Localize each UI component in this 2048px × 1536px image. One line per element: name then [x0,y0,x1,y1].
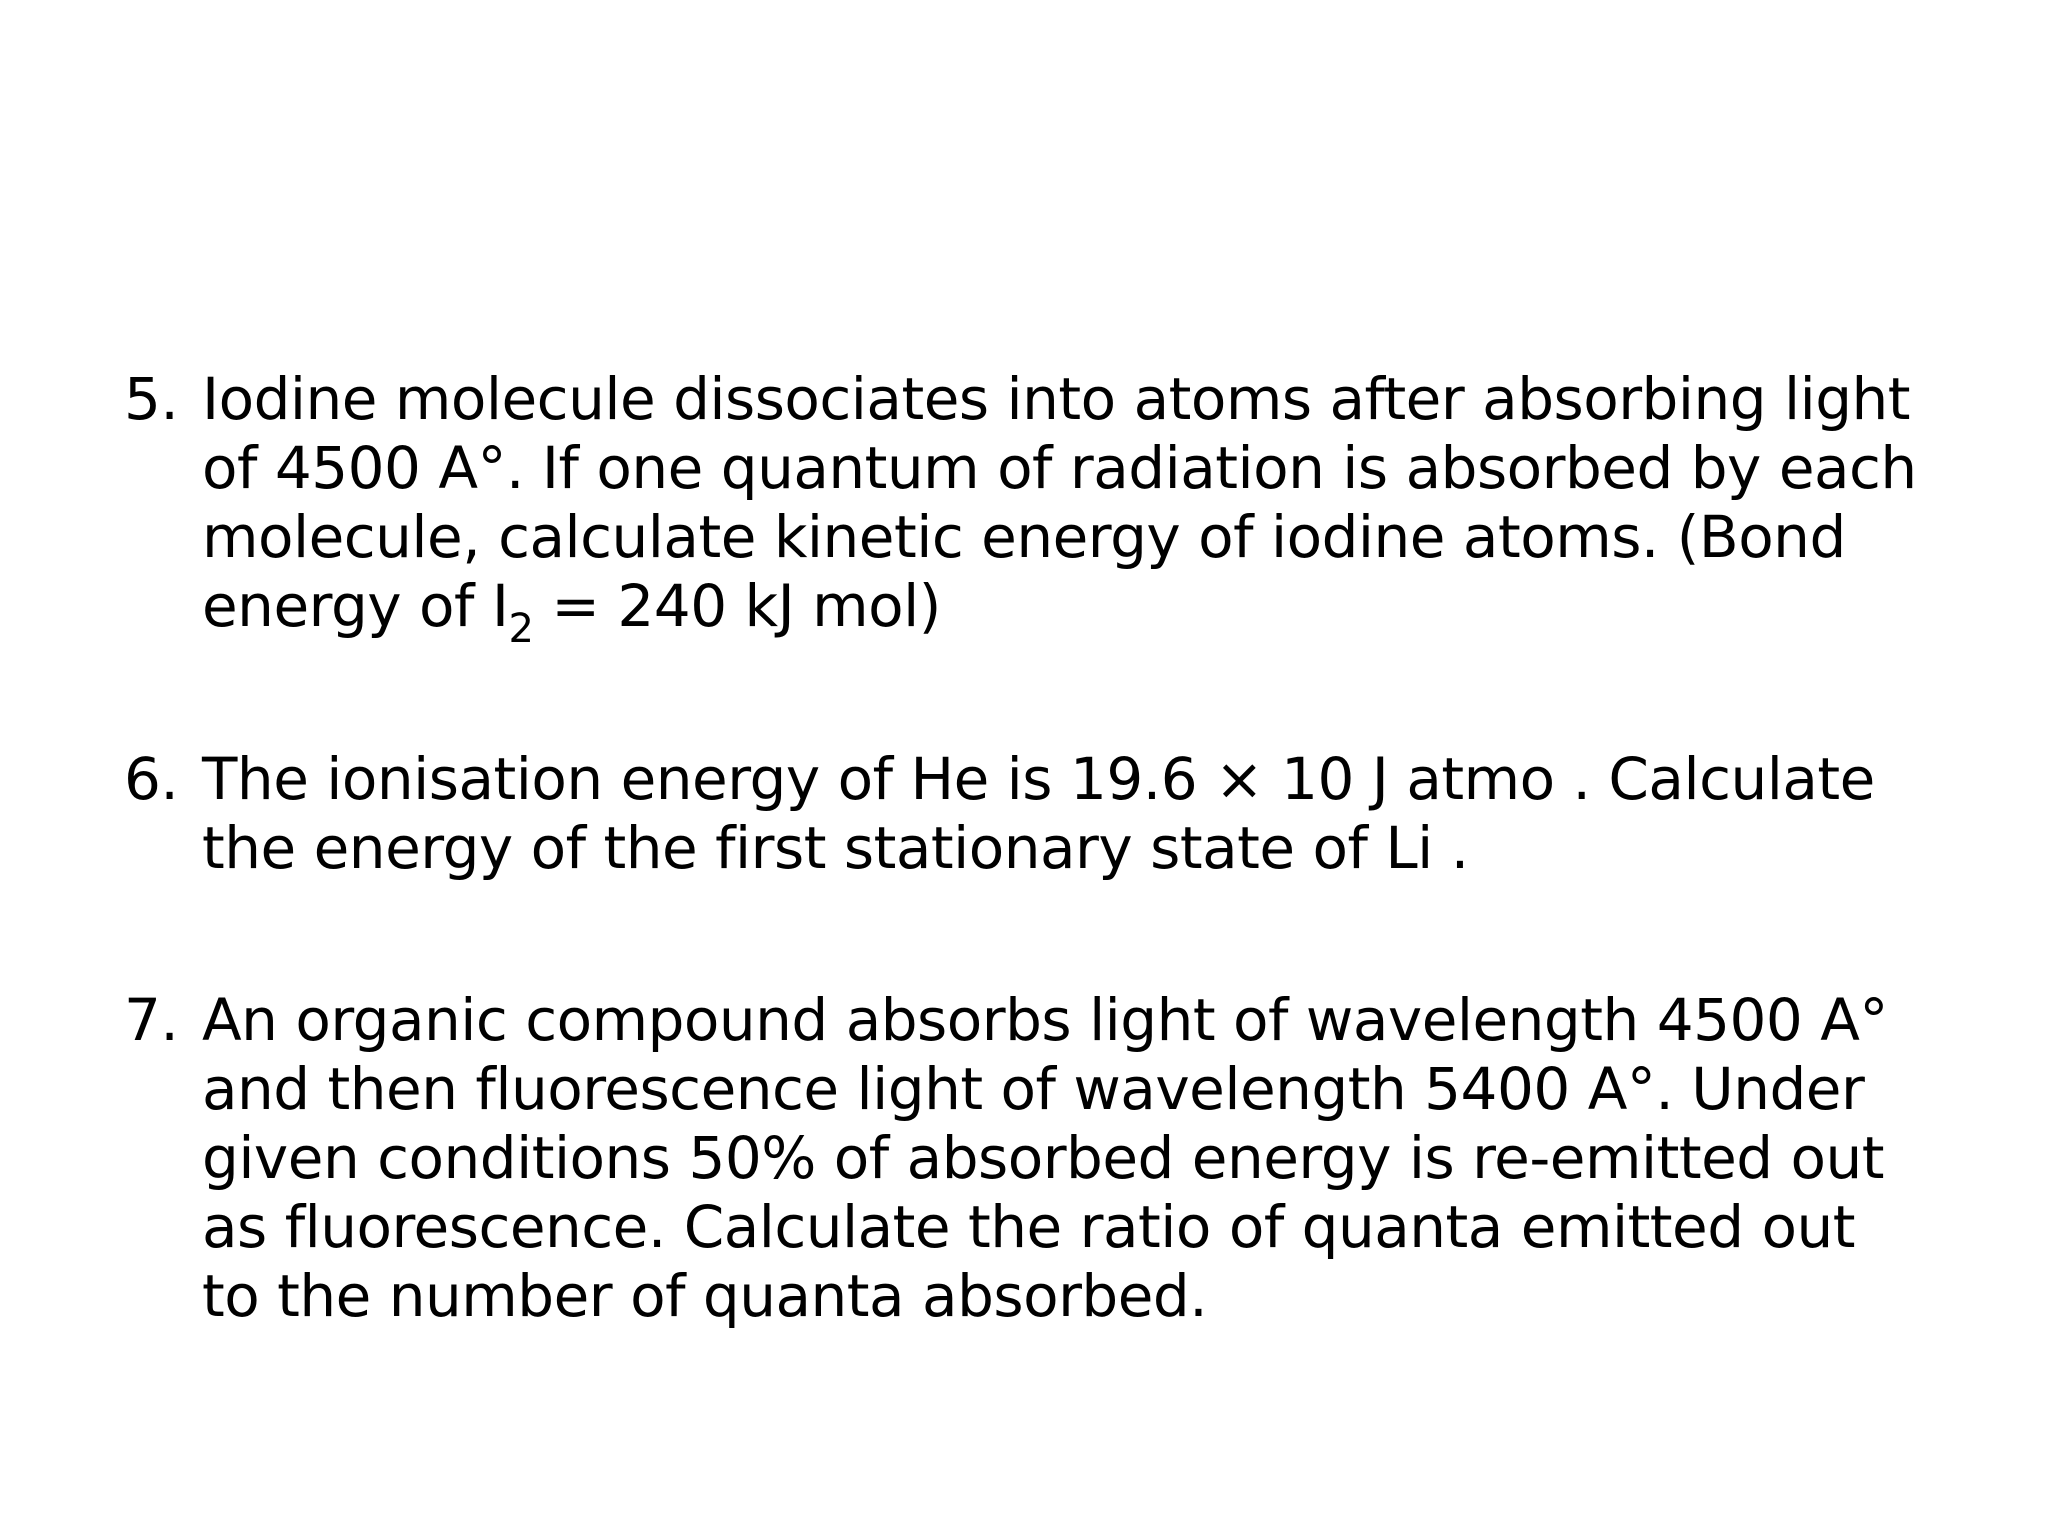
question-text [202,365,1994,652]
text-after-subscript: = 240 kJ mol) [533,572,941,640]
question-7 [124,986,1994,1331]
question-number: 5. [124,365,179,433]
text-before-subscript: energy of I [202,572,509,640]
subscript: 2 [508,606,534,652]
question-number: 7. [124,986,179,1054]
question-line: molecule, calculate kinetic energy of iodine atoms. (Bond [202,503,1846,571]
question-line: as fluorescence. Calculate the ratio of quanta emitted out [202,1193,1855,1261]
question-line: the energy of the first stationary state of Li . [202,814,1469,882]
question-number: 6. [124,745,179,813]
question-line: of 4500 A°. If one quantum of radiation is absorbed by each [202,434,1917,502]
question-line: given conditions 50% of absorbed energy is re-emitted out [202,1124,1884,1192]
question-line [202,572,1994,652]
question-line: The ionisation energy of He is 19.6 × 10 J atmo . Calculate [202,745,1875,813]
question-line: and then fluorescence light of wavelength 5400 A°. Under [202,1055,1865,1123]
question-text [202,986,1994,1331]
question-text [202,745,1994,883]
question-5 [124,365,1994,652]
question-line: An organic compound absorbs light of wavelength 4500 A° [202,986,1888,1054]
question-6 [124,745,1994,883]
question-line: to the number of quanta absorbed. [202,1262,1208,1330]
question-line: Iodine molecule dissociates into atoms after absorbing light [202,365,1911,433]
